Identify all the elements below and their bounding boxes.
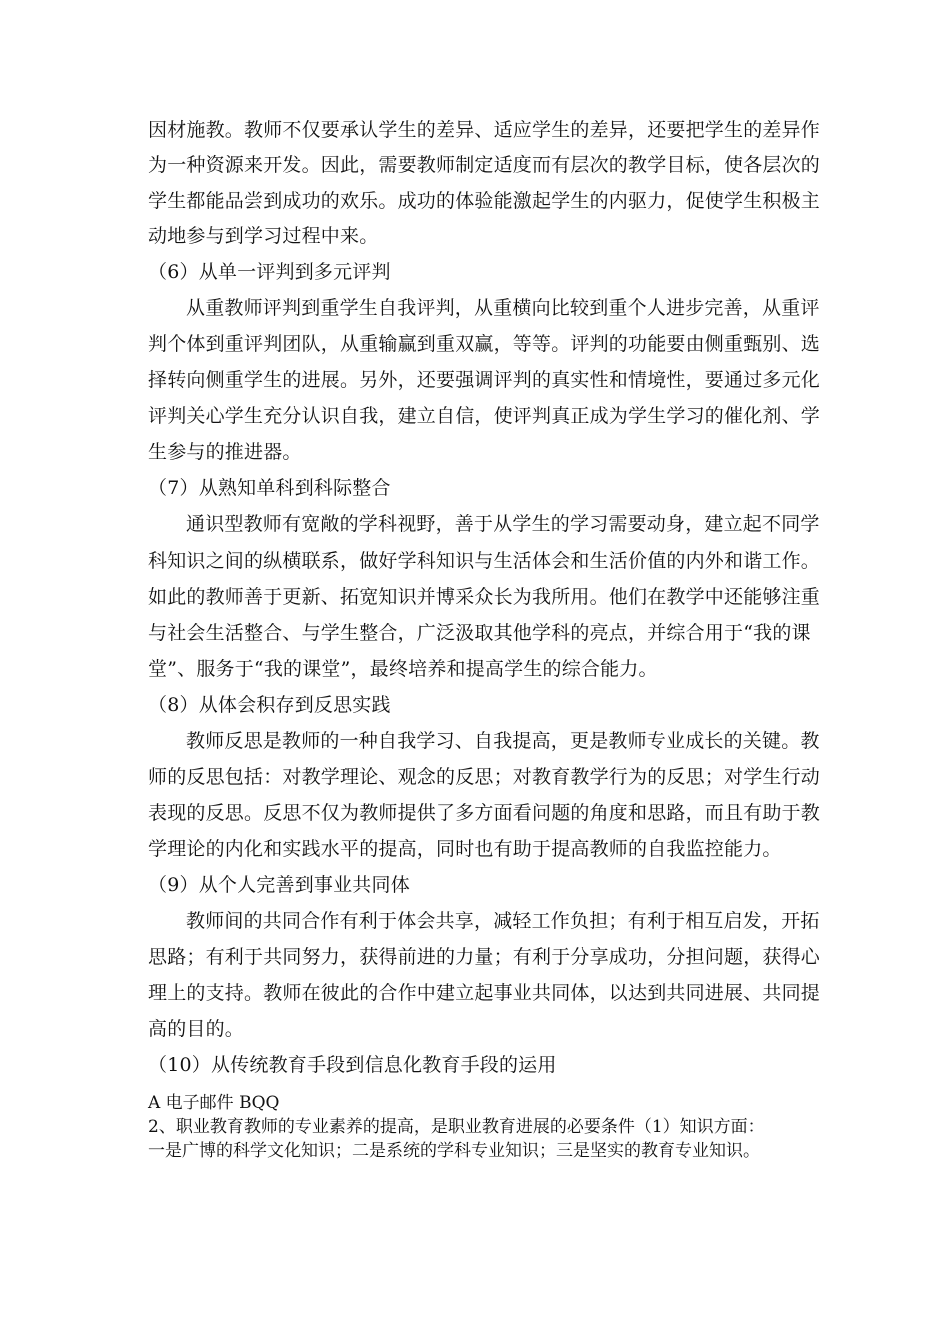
paragraph-line: 如此的教师善于更新、拓宽知识并博采众长为我所用。他们在教学中还能够注重 [148,586,821,608]
question-line: 2、职业教育教师的专业素养的提高，是职业教育进展的必要条件（1）知识方面： [148,1117,765,1137]
paragraph-line: 师的反思包括：对教学理论、观念的反思；对教育教学行为的反思；对学生行动 [148,766,821,788]
paragraph-line: 评判关心学生充分认识自我，建立自信，使评判真正成为学生学习的催化剂、学 [148,405,821,427]
answer-line: A 电子邮件 BQQ [148,1093,280,1113]
paragraph-line: 思路；有利于共同努力，获得前进的力量；有利于分享成功，分担问题，获得心 [148,946,821,968]
paragraph-line: 判个体到重评判团队，从重输赢到重双赢，等等。评判的功能要由侧重甄别、选 [148,333,821,355]
paragraph-line: 教师间的共同合作有利于体会共享，减轻工作负担；有利于相互启发，开拓 [186,910,820,932]
paragraph-line: 学生都能品尝到成功的欢乐。成功的体验能激起学生的内驱力，促使学生积极主 [148,190,821,212]
paragraph-line: 择转向侧重学生的进展。另外，还要强调评判的真实性和情境性，要通过多元化 [148,369,821,391]
paragraph-line: 堂”、服务于“我的课堂”，最终培养和提高学生的综合能力。 [148,658,658,680]
paragraph-line: 动地参与到学习过程中来。 [148,225,379,247]
paragraph-line: 表现的反思。反思不仅为教师提供了多方面看问题的角度和思路，而且有助于教 [148,802,821,824]
section-heading: （9）从个人完善到事业共同体 [148,874,410,896]
paragraph-line: 高的目的。 [148,1018,245,1040]
question-line: 一是广博的科学文化知识；二是系统的学科专业知识；三是坚实的教育专业知识。 [148,1141,760,1161]
section-heading: （6）从单一评判到多元评判 [148,261,391,283]
paragraph-line: 通识型教师有宽敞的学科视野，善于从学生的学习需要动身，建立起不同学 [186,513,820,535]
paragraph-line: 为一种资源来开发。因此，需要教师制定适度而有层次的教学目标，使各层次的 [148,154,821,176]
paragraph-line: 从重教师评判到重学生自我评判，从重横向比较到重个人进步完善，从重评 [186,297,820,319]
section-heading: （10）从传统教育手段到信息化教育手段的运用 [148,1054,557,1076]
paragraph-line: 教师反思是教师的一种自我学习、自我提高，更是教师专业成长的关键。教 [186,730,820,752]
section-heading: （8）从体会积存到反思实践 [148,694,391,716]
paragraph-line: 生参与的推进器。 [148,441,302,463]
section-heading: （7）从熟知单科到科际整合 [148,477,391,499]
paragraph-line: 科知识之间的纵横联系，做好学科知识与生活体会和生活价值的内外和谐工作。 [148,550,821,572]
paragraph-line: 因材施教。教师不仅要承认学生的差异、适应学生的差异，还要把学生的差异作 [148,119,821,141]
paragraph-line: 与社会生活整合、与学生整合，广泛汲取其他学科的亮点，并综合用于“我的课 [148,622,811,644]
paragraph-line: 学理论的内化和实践水平的提高，同时也有助于提高教师的自我监控能力。 [148,838,782,860]
paragraph-line: 理上的支持。教师在彼此的合作中建立起事业共同体，以达到共同进展、共同提 [148,982,821,1004]
